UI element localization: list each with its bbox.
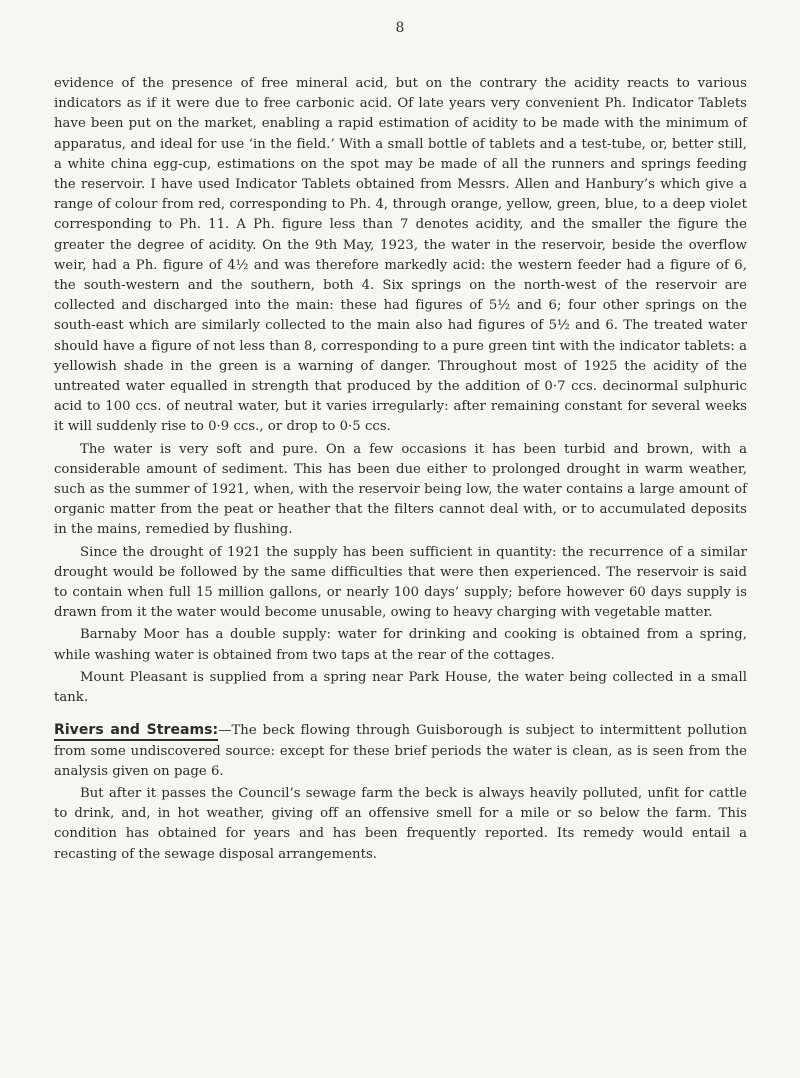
section-heading: Rivers and Streams:	[54, 722, 218, 741]
page-number: 8	[395, 20, 405, 36]
paragraph-drought-supply: Since the drought of 1921 the supply has been sufficient in quantity: the recurrence of a similar drought would be followed by the same difficulties that were then experienced. The reservoir is said to contain when full 15 million gallons, or nearly 100 days’ supply; before however 60 days supply is drawn from it the water would become unusable, owing to heavy charging with vegetable matter.	[54, 544, 747, 621]
section-rivers-streams	[54, 720, 747, 782]
page-body	[54, 74, 747, 865]
section-intro-text: —The beck flowing through Guisborough is subject to intermittent pollution from some undiscovered source: except for these brief periods the water is clean, as is seen from the analysis given on page 6.	[54, 723, 747, 779]
paragraph-barnaby-moor: Barnaby Moor has a double supply: water for drinking and cooking is obtained from a spring, while washing water is obtained from two taps at the rear of the cottages.	[54, 627, 747, 663]
paragraph-water-quality: The water is very soft and pure. On a few occasions it has been turbid and brown, with a considerable amount of sediment. This has been due either to prolonged drought in warm weather, such as the summer of 1921, when, with the reservoir being low, the water contains a large amount of organic matter from the peat or heather that the filters cannot deal with, or to accumulated deposits in the mains, remedied by flushing.	[54, 441, 747, 538]
paragraph-mount-pleasant: Mount Pleasant is supplied from a spring near Park House, the water being collected in a small tank.	[54, 669, 747, 706]
paragraph-sewage-pollution: But after it passes the Council’s sewage farm the beck is always heavily polluted, unfit for cattle to drink, and, in hot weather, giving off an offensive smell for a mile or so below the farm. This condition has obtained for years and has been frequently reported. Its remedy would entail a recasting of the sewage disposal arrangements.	[54, 785, 747, 862]
paragraph-acidity: evidence of the presence of free mineral acid, but on the contrary the acidity reacts to various indicators as if it were due to free carbonic acid. Of late years very convenient Ph. Indicator Tablets have been put on the market, enabling a rapid estimation of acidity to be made with the minimum of apparatus, and ideal for use ‘in the field.’ With a small bottle of tablets and a test-tube, or, better still, a white china egg-cup, estimations on the spot may be made of all the runners and springs feeding the reservoir. I have used Indicator Tablets obtained from Messrs. Allen and Hanbury’s which give a range of colour from red, corresponding to Ph. 4, through orange, yellow, green, blue, to a deep violet corresponding to Ph. 11. A Ph. figure less than 7 denotes acidity, and the smaller the figure the greater the degree of acidity. On the 9th May, 1923, the water in the reservoir, beside the overflow weir, had a Ph. figure of 4½ and was therefore markedly acid: the western feeder had a figure of 6, the south-western and the southern, both 4. Six springs on the north-west of the reservoir are collected and discharged into the main: these had figures of 5½ and 6; four other springs on the south-east which are similarly collected to the main also had figures of 5½ and 6. The treated water should have a figure of not less than 8, corresponding to a pure green tint with the indicator tablets: a yellowish shade in the green is a warning of danger. Throughout most of 1925 the acidity of the untreated water equalled in strength that produced by the addition of 0·7 ccs. decinormal sulphuric acid to 100 ccs. of neutral water, but it varies irregularly: after remaining constant for several weeks it will suddenly rise to 0·9 ccs., or drop to 0·5 ccs.	[54, 76, 747, 435]
